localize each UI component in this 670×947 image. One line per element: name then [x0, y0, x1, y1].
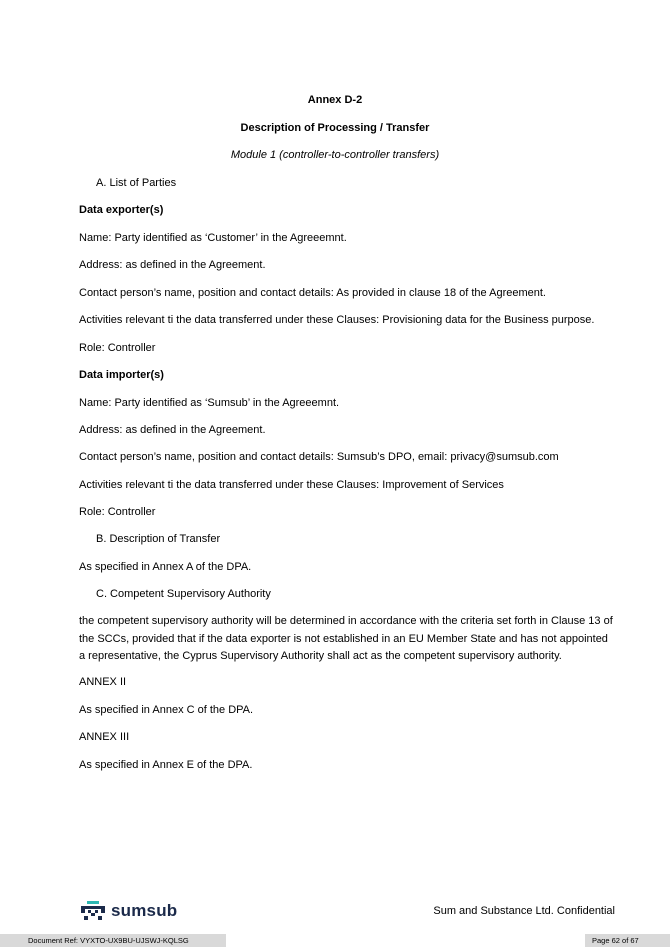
importer-role: Role: Controller	[79, 506, 156, 518]
annex-iii-heading: ANNEX III	[79, 731, 130, 743]
annex-ii-heading: ANNEX II	[79, 676, 127, 688]
importer-activities: Activities relevant ti the data transferred under these Clauses: Improvement of Services	[79, 479, 504, 491]
importer-address: Address: as defined in the Agreement.	[79, 424, 266, 436]
exporter-name: Name: Party identified as ‘Customer’ in the Agreeemnt.	[79, 232, 347, 244]
data-exporter-heading: Data exporter(s)	[79, 204, 164, 216]
supervisory-authority-heading: C. Competent Supervisory Authority	[96, 588, 271, 600]
confidential-notice: Sum and Substance Ltd. Confidential	[433, 905, 615, 917]
exporter-role: Role: Controller	[79, 342, 156, 354]
exporter-activities: Activities relevant ti the data transferred under these Clauses: Provisioning data for the Business purpose.	[79, 314, 595, 326]
module-subtitle: Module 1 (controller-to-controller transfers)	[230, 149, 440, 161]
transfer-text: As specified in Annex A of the DPA.	[79, 561, 252, 573]
sumsub-logo	[79, 898, 177, 924]
annex-ii-text: As specified in Annex C of the DPA.	[79, 704, 254, 716]
annex-iii-text: As specified in Annex E of the DPA.	[79, 759, 253, 771]
exporter-contact: Contact person’s name, position and contact details: As provided in clause 18 of the Agreement.	[79, 287, 546, 299]
description-of-transfer-heading: B. Description of Transfer	[96, 533, 221, 545]
data-importer-heading: Data importer(s)	[79, 369, 164, 381]
sumsub-logo-icon	[79, 900, 107, 922]
document-reference: Document Ref: VYXTO-UX9BU-UJSWJ-KQLSG	[0, 934, 226, 947]
importer-contact: Contact person’s name, position and contact details: Sumsub’s DPO, email: privacy@sumsub.com	[79, 451, 559, 463]
annex-title: Annex D-2	[307, 94, 363, 106]
sumsub-logo-text: sumsub	[111, 901, 178, 920]
importer-name: Name: Party identified as ‘Sumsub’ in the Agreeemnt.	[79, 397, 340, 409]
section-title: Description of Processing / Transfer	[240, 122, 430, 134]
supervisory-authority-text: the competent supervisory authority will be determined in accordance with the criteria set forth in Clause 13 of the SCCs, provided that if the data exporter is not established in an EU Member State and has not appointed a representative, the Cyprus Supervisory Authority shall act as the competent supervisory authority.	[79, 615, 613, 662]
exporter-address: Address: as defined in the Agreement.	[79, 259, 266, 271]
page-number: Page 62 of 67	[585, 934, 670, 947]
list-of-parties-heading: A. List of Parties	[96, 177, 177, 189]
